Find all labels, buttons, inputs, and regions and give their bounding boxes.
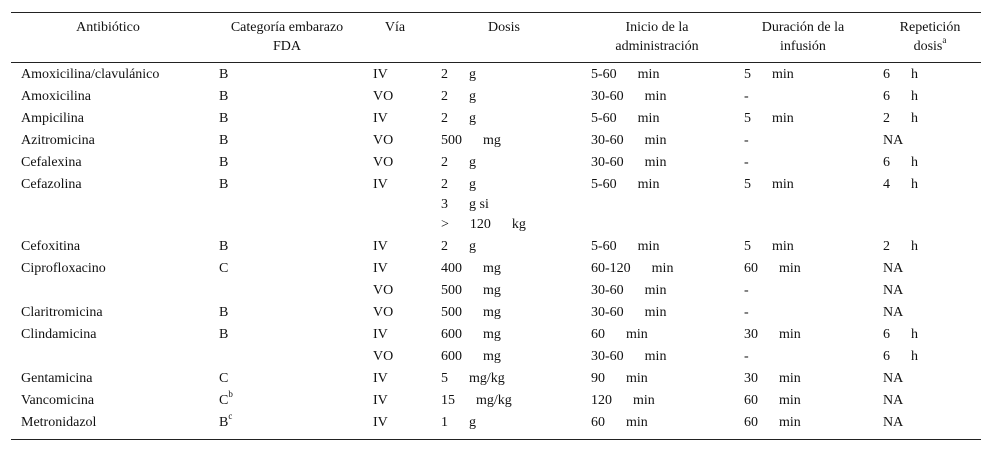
header-antibiotic-text: Antibiótico (76, 20, 140, 35)
cell-duration (744, 369, 801, 389)
cell-duration-text: 5 min (744, 111, 794, 126)
cell-category (219, 303, 228, 323)
cell-start (591, 303, 666, 323)
cell-antibiotic (21, 65, 159, 85)
header-dose (431, 18, 577, 37)
cell-start-text: 30-60 min (591, 283, 667, 298)
cell-antibiotic-text: Ciprofloxacino (21, 261, 106, 276)
cell-route-text: IV (373, 111, 388, 126)
cell-category (219, 369, 228, 389)
cell-dose (441, 259, 501, 279)
cell-antibiotic (21, 109, 84, 129)
cell-duration-text: - (744, 283, 749, 298)
cell-antibiotic (21, 175, 82, 195)
cell-category (219, 109, 228, 129)
cell-start (591, 347, 666, 367)
dose-line: 500 mg (441, 283, 501, 298)
cell-repeat-text: NA (883, 393, 904, 408)
cell-repeat (883, 175, 918, 195)
category-footnote: c (228, 411, 233, 422)
dose-line: 2 g (441, 155, 476, 170)
dose-line: 500 mg (441, 133, 501, 148)
cell-category (219, 87, 228, 107)
header-dose-text: Dosis (488, 20, 520, 35)
cell-dose (441, 281, 501, 301)
cell-antibiotic-text: Cefoxitina (21, 239, 81, 254)
dose-line: 2 g (441, 111, 476, 126)
cell-duration (744, 65, 794, 85)
cell-category (219, 175, 228, 195)
cell-repeat-text: 4 h (883, 177, 918, 192)
cell-category-text: C (219, 261, 229, 276)
dose-line: 2 g (441, 89, 476, 104)
cell-start (591, 153, 666, 173)
cell-repeat (883, 391, 903, 411)
cell-duration (744, 413, 801, 433)
cell-repeat-text: 6 h (883, 349, 918, 364)
cell-start-text: 5-60 min (591, 177, 660, 192)
cell-category-text: B (219, 155, 229, 170)
cell-duration-text: 30 min (744, 327, 801, 342)
cell-antibiotic (21, 303, 103, 323)
cell-repeat-text: 2 h (883, 239, 918, 254)
header-repeat-footnote: a (942, 35, 947, 46)
cell-category-text: B (219, 89, 229, 104)
cell-route-text: VO (373, 89, 394, 104)
cell-duration (744, 153, 749, 173)
cell-repeat (883, 87, 918, 107)
header-repeat-line1: Repetición (899, 20, 961, 35)
cell-dose (441, 109, 476, 129)
cell-duration (744, 237, 794, 257)
cell-duration (744, 281, 749, 301)
cell-dose (441, 131, 501, 151)
cell-category-text: B (219, 415, 229, 430)
cell-antibiotic-text: Vancomicina (21, 393, 95, 408)
cell-route-text: IV (373, 371, 388, 386)
table-row (11, 391, 981, 411)
cell-category-text: C (219, 371, 229, 386)
cell-category (219, 153, 228, 173)
cell-category (219, 131, 228, 151)
cell-start (591, 237, 659, 257)
table-row (11, 369, 981, 389)
cell-start-text: 30-60 min (591, 89, 667, 104)
cell-duration (744, 347, 749, 367)
table-row (11, 87, 981, 107)
cell-duration (744, 175, 794, 195)
cell-duration (744, 325, 801, 345)
cell-dose (441, 413, 476, 433)
bottom-rule (11, 439, 981, 440)
cell-repeat-text: NA (883, 283, 904, 298)
cell-repeat (883, 413, 903, 433)
cell-dose (441, 175, 526, 235)
header-route (373, 18, 417, 37)
cell-route-text: VO (373, 305, 394, 320)
cell-route-text: IV (373, 177, 388, 192)
header-rule (11, 62, 981, 63)
cell-start (591, 65, 659, 85)
cell-duration-text: - (744, 305, 749, 320)
cell-start-text: 60-120 min (591, 261, 674, 276)
cell-repeat-text: 6 h (883, 89, 918, 104)
cell-route-text: VO (373, 349, 394, 364)
cell-start (591, 87, 666, 107)
dose-line: 600 mg (441, 349, 501, 364)
cell-dose (441, 153, 476, 173)
cell-dose (441, 347, 501, 367)
cell-category (219, 325, 228, 345)
cell-dose (441, 369, 505, 389)
cell-route (373, 281, 393, 301)
cell-category (219, 391, 233, 411)
cell-antibiotic-text: Cefazolina (21, 177, 82, 192)
cell-duration-text: - (744, 155, 749, 170)
cell-repeat-text: 6 h (883, 67, 918, 82)
cell-category-text: B (219, 305, 229, 320)
cell-antibiotic-text: Azitromicina (21, 133, 95, 148)
cell-repeat-text: NA (883, 415, 904, 430)
header-antibiotic (11, 18, 205, 37)
header-route-text: Vía (384, 20, 406, 35)
cell-start-text: 30-60 min (591, 305, 667, 320)
header-start-line1: Inicio de la (625, 20, 689, 35)
table-row (11, 175, 981, 235)
cell-repeat (883, 109, 918, 129)
cell-duration-text: 5 min (744, 67, 794, 82)
cell-dose (441, 303, 501, 323)
cell-repeat-text: 6 h (883, 327, 918, 342)
table-row (11, 281, 981, 301)
cell-route-text: IV (373, 327, 388, 342)
dose-line: 500 mg (441, 305, 501, 320)
cell-repeat-text: NA (883, 371, 904, 386)
cell-route (373, 391, 388, 411)
cell-repeat-text: 6 h (883, 155, 918, 170)
header-duration-line1: Duración de la (761, 20, 845, 35)
cell-start-text: 120 min (591, 393, 655, 408)
cell-duration-text: 60 min (744, 393, 801, 408)
cell-repeat-text: NA (883, 305, 904, 320)
cell-route-text: VO (373, 283, 394, 298)
cell-start (591, 259, 673, 279)
cell-route (373, 131, 393, 151)
header-repeat-line2: dosis (913, 39, 943, 54)
dose-line: 400 mg (441, 261, 501, 276)
cell-repeat (883, 259, 903, 279)
cell-route (373, 259, 388, 279)
cell-start-text: 5-60 min (591, 67, 660, 82)
cell-antibiotic-text: Cefalexina (21, 155, 82, 170)
header-category-line1: Categoría embarazo (230, 20, 344, 35)
header-duration (739, 18, 867, 56)
cell-duration (744, 109, 794, 129)
cell-repeat-text: NA (883, 133, 904, 148)
cell-repeat-text: 2 h (883, 111, 918, 126)
cell-route (373, 109, 388, 129)
table-row (11, 153, 981, 173)
cell-route (373, 347, 393, 367)
cell-route-text: IV (373, 261, 388, 276)
cell-antibiotic-text: Amoxicilina/clavulánico (21, 67, 160, 82)
cell-duration (744, 259, 801, 279)
cell-category-text: B (219, 239, 229, 254)
cell-antibiotic (21, 237, 80, 257)
cell-antibiotic-text: Ampicilina (21, 111, 84, 126)
cell-duration (744, 87, 749, 107)
dose-line: 2 g (441, 67, 476, 82)
cell-start-text: 5-60 min (591, 111, 660, 126)
cell-start-text: 60 min (591, 415, 648, 430)
cell-dose (441, 325, 501, 345)
dose-line: 1 g (441, 415, 476, 430)
header-category-line2: FDA (272, 39, 301, 54)
cell-route (373, 325, 388, 345)
cell-duration-text: - (744, 133, 749, 148)
cell-route-text: IV (373, 393, 388, 408)
top-rule (11, 12, 981, 13)
cell-start (591, 109, 659, 129)
header-category (211, 18, 363, 56)
cell-start-text: 30-60 min (591, 155, 667, 170)
header-duration-line2: infusión (780, 39, 826, 54)
table-row (11, 347, 981, 367)
cell-antibiotic (21, 413, 96, 433)
cell-category-text: B (219, 111, 229, 126)
cell-start-text: 60 min (591, 327, 648, 342)
cell-dose (441, 391, 512, 411)
cell-dose (441, 87, 476, 107)
cell-duration-text: 5 min (744, 239, 794, 254)
table-row (11, 109, 981, 129)
cell-start (591, 175, 659, 195)
cell-category-text: B (219, 177, 229, 192)
cell-start (591, 391, 655, 411)
cell-repeat (883, 325, 918, 345)
cell-antibiotic (21, 131, 95, 151)
cell-repeat (883, 131, 903, 151)
cell-repeat-text: NA (883, 261, 904, 276)
cell-route (373, 303, 393, 323)
cell-category-text: B (219, 327, 229, 342)
cell-repeat (883, 153, 918, 173)
cell-repeat (883, 65, 918, 85)
table-row (11, 325, 981, 345)
dose-line: > 120 kg (441, 217, 526, 232)
dose-line: 600 mg (441, 327, 501, 342)
cell-repeat (883, 303, 903, 323)
cell-start-text: 30-60 min (591, 349, 667, 364)
cell-repeat (883, 347, 918, 367)
cell-duration (744, 131, 749, 151)
cell-route (373, 175, 388, 195)
cell-antibiotic (21, 391, 94, 411)
cell-start-text: 30-60 min (591, 133, 667, 148)
cell-route-text: IV (373, 415, 388, 430)
cell-route (373, 413, 388, 433)
cell-dose (441, 237, 476, 257)
cell-category-text: C (219, 393, 229, 408)
cell-antibiotic (21, 325, 96, 345)
cell-duration-text: 5 min (744, 177, 794, 192)
cell-antibiotic-text: Clindamicina (21, 327, 97, 342)
cell-duration-text: 60 min (744, 261, 801, 276)
cell-route (373, 237, 388, 257)
cell-route-text: IV (373, 239, 388, 254)
cell-antibiotic-text: Claritromicina (21, 305, 103, 320)
cell-duration (744, 303, 749, 323)
cell-antibiotic-text: Gentamicina (21, 371, 93, 386)
cell-start (591, 281, 666, 301)
cell-start (591, 413, 648, 433)
dose-line: 15 mg/kg (441, 393, 512, 408)
cell-antibiotic (21, 259, 106, 279)
cell-route (373, 153, 393, 173)
table-row (11, 237, 981, 257)
header-repeat (879, 18, 981, 56)
dose-line: 2 g (441, 239, 476, 254)
cell-route-text: IV (373, 67, 388, 82)
cell-category-text: B (219, 67, 229, 82)
cell-category (219, 413, 232, 433)
cell-duration-text: 30 min (744, 371, 801, 386)
cell-duration-text: - (744, 349, 749, 364)
cell-repeat (883, 281, 903, 301)
cell-antibiotic (21, 87, 91, 107)
cell-duration (744, 391, 801, 411)
cell-route (373, 87, 393, 107)
dose-line: 2 g (441, 177, 476, 192)
table-row (11, 65, 981, 85)
cell-start (591, 325, 648, 345)
category-footnote: b (228, 389, 233, 400)
dose-line: 5 mg/kg (441, 371, 505, 386)
dose-line: 3 g si (441, 197, 489, 212)
cell-repeat (883, 237, 918, 257)
cell-category-text: B (219, 133, 229, 148)
cell-route (373, 369, 388, 389)
cell-antibiotic-text: Metronidazol (21, 415, 97, 430)
cell-repeat (883, 369, 903, 389)
cell-route-text: VO (373, 133, 394, 148)
table-row (11, 303, 981, 323)
cell-duration-text: - (744, 89, 749, 104)
cell-route (373, 65, 388, 85)
cell-antibiotic (21, 153, 82, 173)
cell-antibiotic (21, 369, 93, 389)
cell-start-text: 5-60 min (591, 239, 660, 254)
cell-dose (441, 65, 476, 85)
header-start (587, 18, 727, 56)
header-start-line2: administración (615, 39, 699, 54)
table-row (11, 259, 981, 279)
cell-duration-text: 60 min (744, 415, 801, 430)
cell-start (591, 369, 648, 389)
cell-category (219, 237, 228, 257)
table-row (11, 413, 981, 433)
cell-antibiotic-text: Amoxicilina (21, 89, 91, 104)
table-row (11, 131, 981, 151)
cell-category (219, 65, 228, 85)
cell-start (591, 131, 666, 151)
cell-start-text: 90 min (591, 371, 648, 386)
cell-category (219, 259, 228, 279)
cell-route-text: VO (373, 155, 394, 170)
